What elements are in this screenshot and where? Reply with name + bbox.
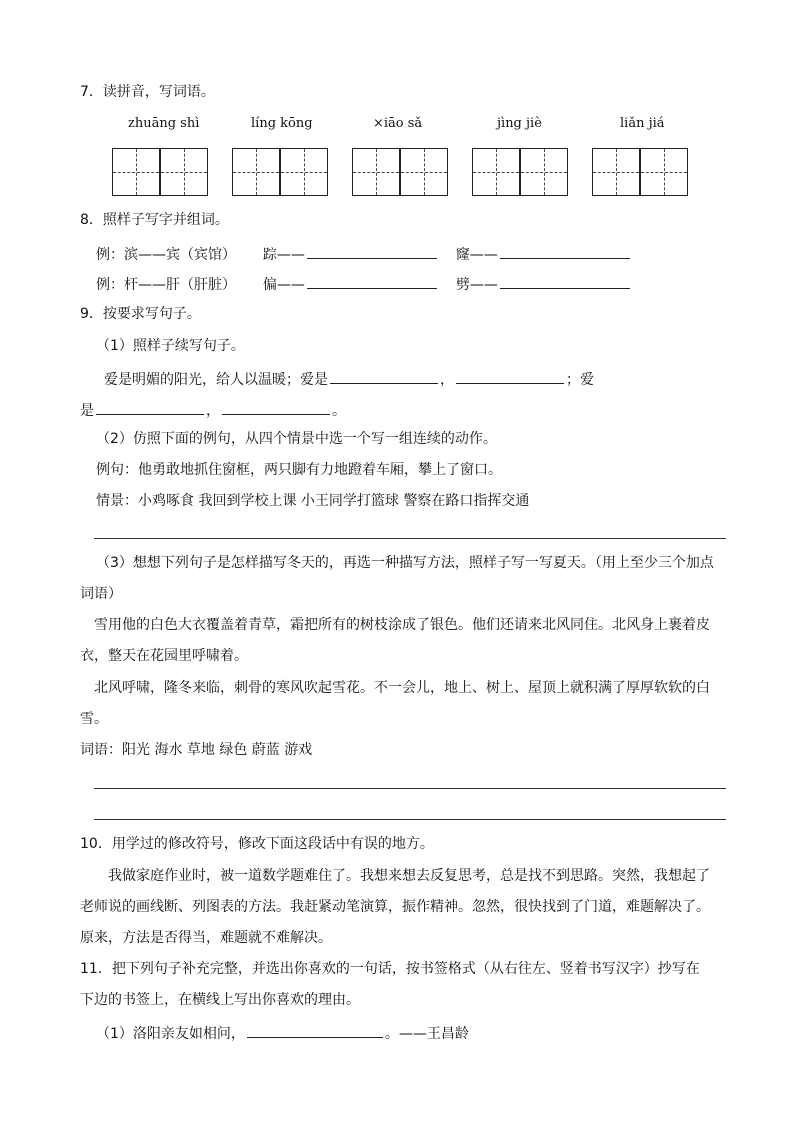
comma: ， [206, 403, 220, 419]
writing-box-5b[interactable] [640, 148, 688, 196]
q10-line-3: 原来，方法是否得当，难题就不难解决。 [80, 930, 332, 946]
q11-part1 [96, 1021, 469, 1044]
writing-box-3b[interactable] [400, 148, 448, 196]
pinyin-4: jìng jiè [497, 116, 542, 131]
q9-part3-para2-1: 北风呼啸，隆冬来临，刺骨的寒风吹起雪花。不一会儿，地上、树上、屋顶上就积满了厚厚软软的白 [94, 680, 710, 696]
writing-box-2b[interactable] [280, 148, 328, 196]
q8-char-4: 劈—— [455, 277, 498, 293]
q8-example-2: 例：杆——肝（肝脏） [96, 277, 236, 293]
q9-part1-label: （1）照样子续写句子。 [96, 338, 245, 354]
q9-part3-words: 词语：阳光 海水 草地 绿色 蔚蓝 游戏 [80, 742, 313, 758]
q10-line-1: 我做家庭作业时，被一道数学题难住了。我想来想去反复思考，总是找不到思路。突然，我想起了 [108, 868, 710, 884]
q9-part2-label: （2）仿照下面的例句，从四个情景中选一个写一组连续的动作。 [96, 431, 497, 447]
poem-line-end: 。——王昌龄 [384, 1026, 469, 1042]
answer-line[interactable] [94, 788, 726, 789]
comma: ， [440, 372, 454, 388]
q9-part2-scenes: 情景：小鸡啄食 我回到学校上课 小王同学打篮球 警察在路口指挥交通 [96, 493, 530, 509]
answer-blank[interactable] [222, 398, 330, 415]
poem-line-start: （1）洛阳亲友如相问， [96, 1026, 245, 1042]
q9-part3-para2-2: 雪。 [80, 711, 108, 727]
q10-title: 10．用学过的修改符号，修改下面这段话中有误的地方。 [80, 836, 434, 852]
q7-title: 7．读拼音，写词语。 [80, 84, 215, 100]
writing-box-5a[interactable] [592, 148, 640, 196]
answer-blank[interactable] [500, 272, 630, 289]
q8-char-1: 踪—— [262, 247, 305, 263]
sentence-text: ；爱 [566, 372, 594, 388]
pinyin-3: ×iāo sǎ [373, 116, 423, 131]
answer-blank[interactable] [456, 367, 564, 384]
q9-part3-para1-1: 雪用他的白色大衣覆盖着青草，霜把所有的树枝涂成了银色。他们还请来北风同住。北风身上裹着皮 [94, 617, 710, 633]
q9-part1-line1 [104, 367, 594, 390]
writing-box-2a[interactable] [232, 148, 280, 196]
q9-part2-example: 例句：他勇敢地抓住窗框，两只脚有力地蹬着车厢，攀上了窗口。 [96, 462, 502, 478]
q9-part3-para1-2: 衣，整天在花园里呼啸着。 [80, 648, 248, 664]
q9-part3-label-2: 词语） [80, 586, 122, 602]
q11-title-2: 下边的书签上，在横线上写出你喜欢的理由。 [80, 992, 360, 1008]
period: 。 [332, 403, 346, 419]
q8-example-1: 例：滨——宾（宾馆） [96, 247, 236, 263]
sentence-text: 是 [80, 403, 94, 419]
answer-blank[interactable] [307, 242, 437, 259]
pinyin-2: líng kōng [251, 116, 313, 131]
answer-blank[interactable] [96, 398, 204, 415]
writing-box-3a[interactable] [352, 148, 400, 196]
q9-title: 9．按要求写句子。 [80, 306, 201, 322]
answer-blank[interactable] [500, 242, 630, 259]
answer-blank[interactable] [247, 1021, 383, 1038]
answer-line[interactable] [94, 538, 726, 539]
writing-box-1b[interactable] [160, 148, 208, 196]
q8-title: 8．照样子写字并组词。 [80, 212, 229, 228]
q8-char-3: 偏—— [262, 277, 305, 293]
q10-line-2: 老师说的画线断、列图表的方法。我赶紧动笔演算，振作精神。忽然，很快找到了门道，难题解决了。 [80, 899, 710, 915]
q9-part3-label-1: （3）想想下列句子是怎样描写冬天的，再选一种描写方法，照样子写一写夏天。（用上至少三个加点 [96, 555, 714, 571]
pinyin-1: zhuāng shì [128, 116, 200, 131]
writing-box-4a[interactable] [472, 148, 520, 196]
writing-box-1a[interactable] [112, 148, 160, 196]
pinyin-5: liǎn jiá [620, 116, 665, 131]
sentence-text: 爱是明媚的阳光，给人以温暖；爱是 [104, 372, 328, 388]
answer-line[interactable] [94, 819, 726, 820]
answer-blank[interactable] [307, 272, 437, 289]
q11-title-1: 11．把下列句子补充完整，并选出你喜欢的一句话，按书签格式（从右往左、竖着书写汉字）抄写在 [80, 961, 700, 977]
q8-row-2 [96, 272, 632, 295]
q9-part1-line2 [80, 398, 346, 421]
writing-box-4b[interactable] [520, 148, 568, 196]
q8-row-1 [96, 242, 632, 265]
q8-char-2: 窿—— [455, 247, 498, 263]
answer-blank[interactable] [330, 367, 438, 384]
